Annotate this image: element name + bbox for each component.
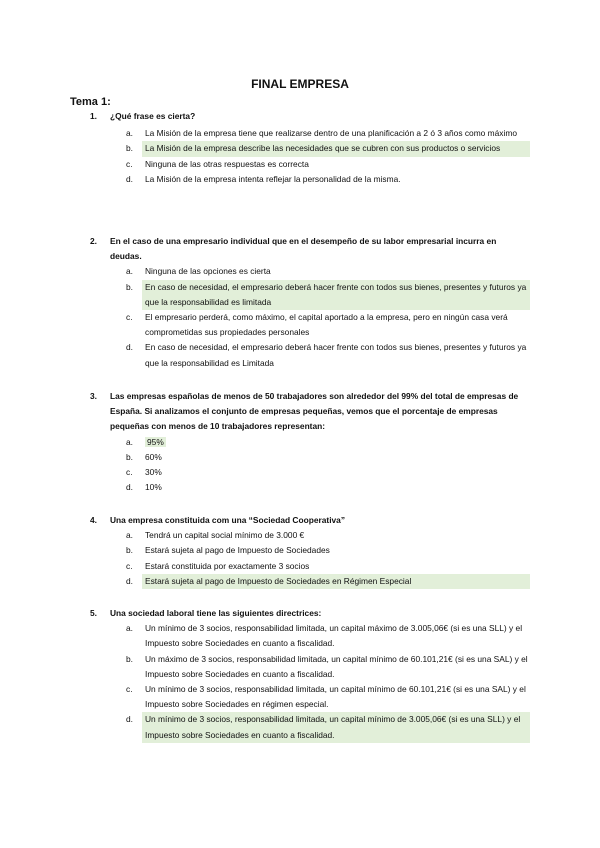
option-text: Ninguna de las opciones es cierta <box>145 266 271 277</box>
option-text: En caso de necesidad, el empresario deberá hacer frente con todos sus bienes, presentes y futuros ya que la responsabilidad es limitada <box>145 281 527 307</box>
option-text: 30% <box>145 467 162 478</box>
option-letter: c. <box>126 684 133 695</box>
option-d <box>126 172 530 187</box>
question-2 <box>90 234 530 371</box>
question-text: En el caso de una empresario individual que en el desempeño de su labor empresarial incurra en deudas. <box>110 236 497 262</box>
option-d <box>126 340 530 370</box>
option-text: Un mínimo de 3 socios, responsabilidad limitada, un capital máximo de 3.005,06€ (si es una SLL) y el Impuesto sobre Sociedades en cuanto a fiscalidad. <box>145 623 523 649</box>
option-letter: d. <box>126 173 133 184</box>
option-d-correct <box>126 712 530 742</box>
option-text: Un máximo de 3 socios, responsabilidad limitada, un capital mínimo de 60.101,21€ (si es una SAL) y el Impuesto sobre Sociedades en cuanto a fiscalidad. <box>145 653 528 679</box>
option-d-correct <box>126 574 530 589</box>
option-text: Tendrá un capital social mínimo de 3.000 € <box>145 530 305 541</box>
option-letter: d. <box>126 482 133 493</box>
question-text: Las empresas españolas de menos de 50 trabajadores son alrededor del 99% del total de empresas de España. Si analizamos el conjunto de empresas pequeñas, vemos que el porcentaje de empresas pequeñas con menos de 10 trabajadores representan: <box>110 391 519 432</box>
option-b <box>126 543 530 558</box>
option-a-correct <box>126 435 530 450</box>
question-text: ¿Qué frase es cierta? <box>110 111 196 121</box>
option-letter: b. <box>126 545 133 556</box>
question-header <box>90 513 530 528</box>
option-letter: a. <box>126 128 133 139</box>
option-c <box>126 465 530 480</box>
option-text: 95% <box>147 436 164 447</box>
question-number: 1. <box>90 111 97 121</box>
option-letter: d. <box>126 342 133 353</box>
option-c <box>126 310 530 340</box>
option-letter: c. <box>126 467 133 478</box>
option-text: La Misión de la empresa describe las necesidades que se cubren con sus productos o servicios <box>145 143 501 154</box>
option-text: La Misión de la empresa tiene que realizarse dentro de una planificación a 2 ó 3 años como máximo <box>145 128 517 139</box>
option-letter: b. <box>126 143 133 154</box>
question-3 <box>90 389 530 495</box>
option-letter: b. <box>126 653 133 664</box>
option-letter: c. <box>126 312 133 323</box>
option-text: Ninguna de las otras respuestas es correcta <box>145 158 309 169</box>
option-letter: c. <box>126 560 133 571</box>
option-a <box>126 264 530 279</box>
question-text: Una empresa constituida com una “Sociedad Cooperativa” <box>110 515 346 525</box>
question-text: Una sociedad laboral tiene las siguientes directrices: <box>110 608 322 618</box>
option-letter: a. <box>126 623 133 634</box>
option-text: Estará sujeta al pago de Impuesto de Sociedades en Régimen Especial <box>145 575 412 586</box>
option-text: Estará constituida por exactamente 3 socios <box>145 560 310 571</box>
option-letter: c. <box>126 158 133 169</box>
option-letter: b. <box>126 451 133 462</box>
question-header <box>90 109 530 124</box>
question-1 <box>90 109 530 187</box>
question-number: 5. <box>90 608 97 618</box>
option-b-correct <box>126 280 530 310</box>
question-5 <box>90 606 530 743</box>
section-heading: Tema 1: <box>70 96 111 108</box>
option-letter: a. <box>126 266 133 277</box>
option-text: 10% <box>145 482 162 493</box>
option-a <box>126 126 530 141</box>
option-text: 60% <box>145 451 162 462</box>
option-c <box>126 682 530 712</box>
options-list <box>90 264 530 370</box>
question-number: 2. <box>90 236 97 246</box>
option-c <box>126 559 530 574</box>
option-text: Un mínimo de 3 socios, responsabilidad limitada, un capital mínimo de 3.005,06€ (si es una SLL) y el Impuesto sobre Sociedades en cuanto a fiscalidad. <box>145 714 521 740</box>
options-list <box>90 621 530 743</box>
option-letter: d. <box>126 575 133 586</box>
question-header <box>90 606 530 621</box>
option-b <box>126 652 530 682</box>
option-b-correct <box>126 141 530 156</box>
question-number: 3. <box>90 391 97 401</box>
option-c <box>126 157 530 172</box>
option-letter: a. <box>126 530 133 541</box>
question-4 <box>90 513 530 589</box>
option-a <box>126 621 530 651</box>
option-letter: d. <box>126 714 133 725</box>
option-text: Un mínimo de 3 socios, responsabilidad limitada, un capital mínimo de 60.101,21€ (si es una SAL) y el Impuesto sobre Sociedades en régimen especial. <box>145 684 526 710</box>
question-header <box>90 234 530 264</box>
option-a <box>126 528 530 543</box>
options-list <box>90 435 530 496</box>
question-header <box>90 389 530 435</box>
option-letter: b. <box>126 281 133 292</box>
document-title: FINAL EMPRESA <box>251 77 349 91</box>
option-b <box>126 450 530 465</box>
option-letter: a. <box>126 436 133 447</box>
options-list <box>90 528 530 589</box>
options-list <box>90 126 530 187</box>
option-text: La Misión de la empresa intenta reflejar la personalidad de la misma. <box>145 173 401 184</box>
option-text: El empresario perderá, como máximo, el capital aportado a la empresa, pero en ningún casa verá comprometidas sus propiedades personales <box>145 312 508 338</box>
option-d <box>126 480 530 495</box>
option-text: Estará sujeta al pago de Impuesto de Sociedades <box>145 545 330 556</box>
question-number: 4. <box>90 515 97 525</box>
option-text: En caso de necesidad, el empresario deberá hacer frente con todos sus bienes, presentes y futuros ya que la responsabilidad es Limitada <box>145 342 527 368</box>
